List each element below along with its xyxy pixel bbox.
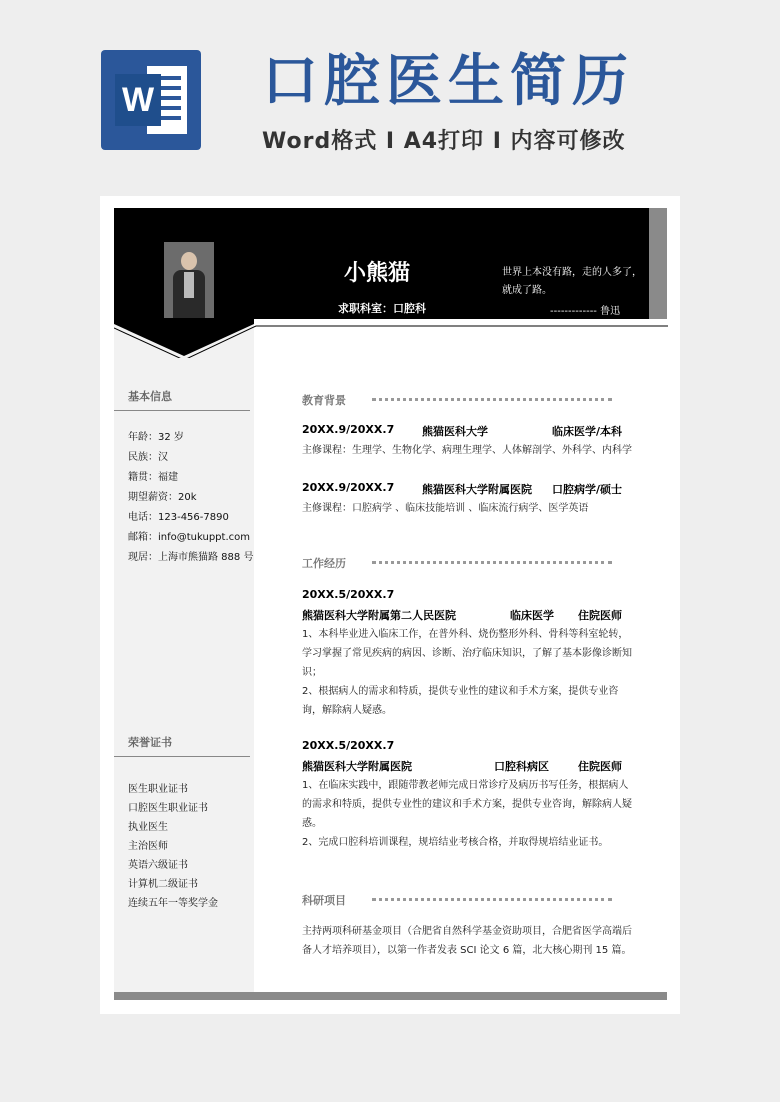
honor-item: 英语六级证书 [128,860,188,871]
dotted-divider [372,561,612,564]
page-title: 口腔医生简历 [262,49,634,114]
profile-photo [164,242,214,318]
work-desc: 2、完成口腔科培训课程，规培结业考核合格，并取得规培结业证书。 [302,837,609,848]
work-row [302,607,622,623]
candidate-name: 小熊猫 [344,261,411,286]
work-period: 20XX.5/20XX.7 [302,588,395,601]
work-role: 住院医师 [578,760,622,773]
info-phone: 电话：123-456-7890 [128,512,229,523]
info-address: 现居：上海市熊猫路 888 号 [128,552,254,563]
edu-row [302,481,623,496]
divider [114,756,250,757]
work-dept: 临床医学 [510,609,554,622]
edu-school: 熊猫医科大学 [422,425,488,438]
honor-item: 执业医生 [128,822,168,833]
honor-item: 医生职业证书 [128,784,188,795]
footer-bar [114,992,667,1000]
research-heading: 科研项目 [302,894,346,907]
work-role: 住院医师 [578,609,622,622]
honor-item: 计算机二级证书 [128,879,198,890]
info-hometown: 籍贯：福建 [128,472,178,483]
edu-period: 20XX.9/20XX.7 [302,481,395,494]
honor-item: 口腔医生职业证书 [128,803,208,814]
word-letter: W [115,74,161,126]
honor-item: 连续五年一等奖学金 [128,898,218,909]
honors-heading: 荣誉证书 [128,736,172,749]
info-salary: 期望薪资：20k [128,492,197,503]
header-bar [114,208,654,319]
work-desc: 1、本科毕业进入临床工作，在普外科、烧伤整形外科、骨科等科室轮转，学习掌握了常见疾病的病因、诊断、治疗临床知识，了解了基本影像诊断知识； [302,629,632,678]
work-desc: 2、根据病人的需求和特质，提供专业性的建议和手术方案，提供专业咨询，解除病人疑惑。 [302,686,619,716]
target-department: 求职科室：口腔科 [338,302,426,315]
info-ethnicity: 民族：汉 [128,452,168,463]
divider [114,410,250,411]
work-period: 20XX.5/20XX.7 [302,739,395,752]
work-desc: 1、在临床实践中，跟随带教老师完成日常诊疗及病历书写任务，根据病人的需求和特质，提供专业性的建议和手术方案，提供专业咨询，解除病人疑惑。 [302,780,632,829]
honors-list [128,780,218,913]
word-logo-icon [101,50,201,150]
motto-author: ------------- 鲁迅 [550,306,621,317]
sidebar [114,320,254,996]
header-accent-bar [649,208,667,319]
dotted-divider [372,898,612,901]
research-text: 主持两项科研基金项目（合肥省自然科学基金资助项目，合肥省医学高端后备人才培养项目），以第一作者发表 SCI 论文 6 篇，北大核心期刊 15 篇。 [302,926,632,956]
work-dept: 口腔科病区 [494,760,549,773]
education-heading: 教育背景 [302,394,346,407]
info-age: 年龄：32 岁 [128,432,184,443]
resume-page [100,196,680,1014]
basic-info-list [128,428,253,568]
edu-major: 口腔病学/硕士 [552,483,623,496]
honor-item: 主治医师 [128,841,168,852]
motto-quote: 世界上本没有路，走的人多了，就成了路。 [502,267,642,296]
edu-period: 20XX.9/20XX.7 [302,423,395,436]
edu-school: 熊猫医科大学附属医院 [422,483,532,496]
page-subtitle: Word格式 I A4打印 I 内容可修改 [262,129,626,154]
basic-info-heading: 基本信息 [128,390,172,403]
dotted-divider [372,398,612,401]
edu-courses: 主修课程：生理学、生物化学、病理生理学、人体解剖学、外科学、内科学 [302,445,632,456]
edu-row [302,423,623,438]
work-heading: 工作经历 [302,557,346,570]
work-hospital: 熊猫医科大学附属医院 [302,760,412,773]
info-email: 邮箱：info@tukuppt.com [128,532,250,543]
edu-major: 临床医学/本科 [552,425,623,438]
work-hospital: 熊猫医科大学附属第二人民医院 [302,609,456,622]
work-row [302,758,622,774]
edu-courses: 主修课程：口腔病学 、临床技能培训 、临床流行病学、医学英语 [302,503,589,514]
header-chevron [114,318,668,358]
